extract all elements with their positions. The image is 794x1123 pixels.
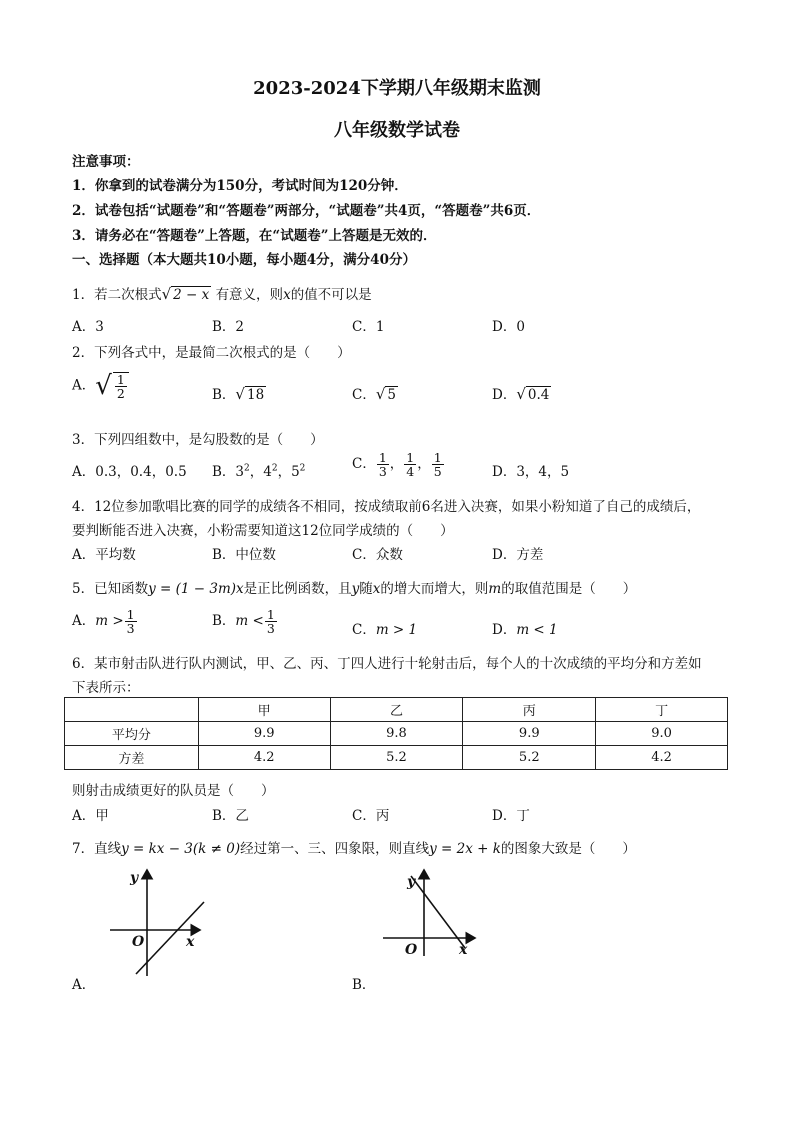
- numerator: 1: [266, 607, 275, 622]
- q5-d-expr: m < 1: [516, 622, 558, 638]
- table-header-cell: 乙: [330, 698, 463, 722]
- table-cell: 9.0: [596, 722, 728, 746]
- table-header-cell: [65, 698, 199, 722]
- q4-option-c: C．众数: [352, 547, 403, 563]
- q3-option-d: D．3，4，5: [492, 464, 570, 480]
- exponent: 2: [244, 463, 250, 474]
- table-header-cell: 丙: [463, 698, 596, 722]
- q5-var-x: x: [372, 581, 381, 597]
- numerator: 1: [378, 450, 387, 465]
- question-5: [72, 577, 636, 597]
- q1-option-d: D．0: [492, 319, 525, 335]
- q2-a-label: A．: [72, 377, 96, 394]
- q2-b-label: B．: [212, 387, 236, 403]
- exponent: 2: [271, 463, 278, 474]
- note-item-3: 3．请务必在“答题卷”上答题，在“试题卷”上答题是无效的．: [72, 228, 437, 244]
- q4-option-a: A．平均数: [72, 547, 136, 563]
- question-6-after: 则射击成绩更好的队员是（ ）: [72, 783, 275, 799]
- q5-b-expr: m <: [235, 613, 264, 630]
- table-cell: 方差: [65, 746, 199, 770]
- denominator: 3: [266, 621, 275, 637]
- note-item-1: 1．你拿到的试卷满分为150分，考试时间为120分钟．: [72, 178, 408, 194]
- table-header-cell: 丁: [596, 698, 728, 722]
- q7-graph-a: [100, 864, 210, 984]
- q1-option-c: C．1: [352, 319, 385, 335]
- q7-formula-1: y = kx − 3(k ≠ 0): [121, 841, 241, 857]
- q5-c-expr: m > 1: [375, 622, 418, 638]
- table-cell: 9.8: [330, 722, 463, 746]
- table-cell: 9.9: [463, 722, 596, 746]
- question-3: 3．下列四组数中，是勾股数的是（ ）: [72, 432, 324, 448]
- y-axis-label: y: [130, 870, 139, 886]
- numerator: 1: [126, 607, 135, 622]
- q2-b-radicand: 18: [246, 387, 265, 403]
- table-header-row: [65, 698, 728, 722]
- numerator: 1: [433, 450, 442, 465]
- question-6-line-2: 下表所示：: [72, 680, 140, 696]
- scores-table: [64, 697, 728, 770]
- q5-option-a: [72, 608, 138, 635]
- fraction: [404, 451, 416, 478]
- q7-graph-b: [375, 864, 485, 964]
- q6-option-b: B．乙: [212, 808, 249, 824]
- q2-d-label: D．: [492, 387, 517, 403]
- question-6-line-1: 6．某市射击队进行队内测试，甲、乙、丙、丁四人进行十轮射击后，每个人的十次成绩的平均分和方差如: [72, 656, 702, 672]
- q3-b-base: 5: [291, 464, 300, 480]
- q5-a-label: A．: [72, 613, 96, 630]
- q7-middle: 经过第一、三、四象限，则直线: [240, 841, 430, 857]
- denominator: 2: [116, 386, 125, 401]
- q2-c-radicand: 5: [387, 387, 396, 403]
- note-item-2: 2．试卷包括“试题卷”和“答题卷”两部分，“试题卷”共4页，“答题卷”共6页．: [72, 203, 541, 219]
- denominator: 5: [433, 464, 442, 480]
- q2-option-d: [492, 383, 551, 403]
- sqrt-symbol: √: [516, 385, 526, 403]
- q5-d-label: D．: [492, 622, 517, 638]
- sqrt-symbol: √: [95, 371, 112, 401]
- q5-b-label: B．: [212, 613, 236, 630]
- fraction: [377, 451, 389, 478]
- q5-middle2: 随: [359, 581, 373, 597]
- question-1: [72, 283, 372, 303]
- denominator: 4: [406, 464, 415, 480]
- q5-prefix: 5．已知函数: [72, 581, 149, 597]
- origin-label: O: [405, 942, 418, 958]
- fraction: [265, 608, 277, 635]
- denominator: 3: [378, 464, 387, 480]
- question-4-line-1: 4．12位参加歌唱比赛的同学的成绩各不相同，按成绩取前6名进入决赛，如果小粉知道了自己的成绩后，: [72, 499, 701, 515]
- q4-option-b: B．中位数: [212, 547, 276, 563]
- q1-option-a: A．3: [72, 319, 104, 335]
- exam-title: 2023-2024下学期八年级期末监测: [253, 78, 541, 99]
- x-axis-label: x: [186, 934, 195, 950]
- table-cell: 4.2: [596, 746, 728, 770]
- q3-b-base: 4: [263, 464, 272, 480]
- x-axis-label: x: [459, 942, 468, 958]
- q7-prefix: 7．直线: [72, 841, 122, 857]
- q5-option-c: [352, 618, 417, 638]
- origin-label: O: [132, 934, 145, 950]
- q7-option-b-label: B．: [352, 977, 376, 993]
- table-cell: 9.9: [198, 722, 330, 746]
- table-cell: 5.2: [330, 746, 463, 770]
- q3-b-label: B．: [212, 464, 236, 480]
- question-2: 2．下列各式中，是最简二次根式的是（ ）: [72, 345, 351, 361]
- q7-suffix: 的图象大致是（ ）: [500, 841, 636, 857]
- question-7: [72, 837, 636, 857]
- numerator: 1: [406, 450, 415, 465]
- notes-heading: 注意事项：: [72, 154, 140, 170]
- exam-subtitle: 八年级数学试卷: [334, 120, 460, 141]
- q5-a-expr: m >: [95, 613, 124, 630]
- table-header-cell: 甲: [198, 698, 330, 722]
- sqrt-symbol: √: [161, 285, 172, 303]
- q6-option-d: D．丁: [492, 808, 530, 824]
- q7-formula-2: y = 2x + k: [429, 841, 501, 857]
- sqrt-symbol: √: [375, 385, 386, 403]
- q6-option-c: C．丙: [352, 808, 390, 824]
- q5-var-y: y: [351, 581, 360, 597]
- fraction: [125, 608, 137, 635]
- q4-option-d: D．方差: [492, 547, 544, 563]
- q3-option-a: A．0.3，0.4，0.5: [72, 464, 187, 480]
- table-row: [65, 722, 728, 746]
- denominator: 3: [126, 621, 135, 637]
- sqrt-symbol: √: [235, 385, 245, 403]
- q2-option-a: [72, 371, 130, 401]
- section-heading: 一、选择题（本大题共10小题，每小题4分，满分40分）: [72, 252, 416, 268]
- q3-option-b: B．$3^2$，$4^2$，$5^2$: [212, 463, 306, 480]
- q5-middle1: 是正比例函数，且: [243, 581, 352, 597]
- q7-option-a-label: A．: [72, 977, 96, 993]
- y-axis-label: y: [407, 874, 416, 890]
- q1-suffix: 的值不可以是: [290, 287, 372, 303]
- q3-b-base: 3: [235, 464, 245, 480]
- q5-middle3: 的增大而增大，则: [380, 581, 489, 597]
- q2-c-label: C．: [352, 387, 376, 403]
- table-cell: 5.2: [463, 746, 596, 770]
- exponent: 2: [299, 463, 306, 474]
- table-cell: 平均分: [65, 722, 199, 746]
- q5-suffix: 的取值范围是（ ）: [501, 581, 637, 597]
- q1-radicand: 2 − x: [173, 287, 210, 303]
- q1-prefix: 1．若二次根式: [72, 287, 162, 303]
- q5-option-d: [492, 618, 558, 638]
- table-cell: 4.2: [198, 746, 330, 770]
- table-row: [65, 746, 728, 770]
- q3-option-c: C． $\frac{1}{3}$ ， $\frac{1}{4}$ ， $\frac{1}{5}$: [352, 450, 442, 480]
- q1-middle: 有意义，则: [215, 287, 284, 303]
- q1-var: x: [283, 287, 291, 303]
- q2-option-c: [352, 383, 398, 403]
- q2-option-b: [212, 383, 266, 403]
- q2-d-radicand: 0.4: [527, 387, 550, 403]
- q5-option-b: [212, 608, 278, 635]
- q3-c-label: C．: [352, 456, 376, 473]
- fraction: [432, 451, 444, 478]
- question-4-line-2: 要判断能否进入决赛，小粉需要知道这12位同学成绩的（ ）: [72, 523, 454, 539]
- q5-var-m: m: [488, 581, 502, 597]
- numerator: 1: [116, 371, 125, 387]
- q5-c-label: C．: [352, 622, 376, 638]
- q5-formula: y = (1 − 3m)x: [148, 581, 244, 597]
- q1-option-b: B．2: [212, 319, 245, 335]
- q2-a-fraction: [113, 372, 129, 400]
- q6-option-a: A．甲: [72, 808, 109, 824]
